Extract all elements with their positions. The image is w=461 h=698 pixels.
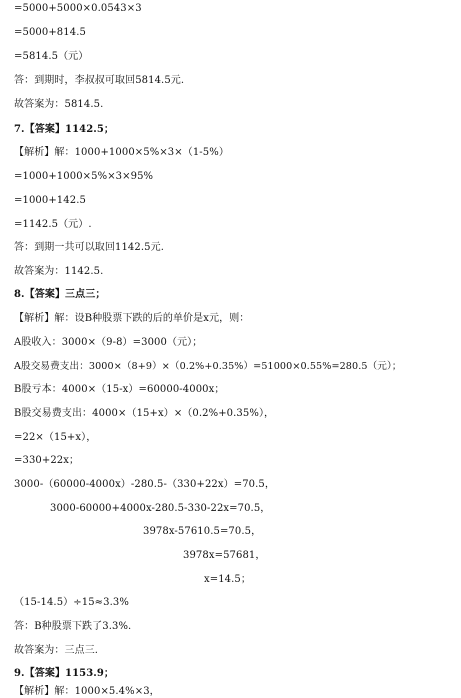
answer-sentence: 答：到期一共可以取回1142.5元. [14,242,164,253]
final-answer: 故答案为：5814.5. [14,99,104,110]
equation-line: 3978x-57610.5=70.5， [143,526,262,537]
answer-sentence: 答：到期时，李叔叔可取回5814.5元. [14,75,185,86]
final-answer: 故答案为：三点三. [14,645,99,656]
calc-line: B股亏本：4000×（15-x）=60000-4000x； [14,384,225,395]
equation-line: x=14.5； [204,574,251,585]
calc-line: =5000+5000×0.0543×3 [14,3,142,14]
equation-line: 3000-（60000-4000x）-280.5-（330+22x）=70.5， [14,479,275,490]
question-answer-heading: 7.【答案】1142.5； [14,124,115,135]
analysis-line: 【解析】解：1000×5.4%×3， [14,686,160,697]
equation-line: 3000-60000+4000x-280.5-330-22x=70.5， [50,503,271,514]
equation-line: 3978x=57681， [183,550,266,561]
question-answer-heading: 8.【答案】三点三； [14,289,106,300]
calc-line: B股交易费支出：4000×（15+x）×（0.2%+0.35%）， [14,408,275,419]
calc-line: =5000+814.5 [14,27,86,38]
question-answer-heading: 9.【答案】1153.9； [14,668,115,679]
calc-line: =1142.5（元）. [14,219,92,230]
calc-line: A股交易费支出：3000×（8+9）×（0.2%+0.35%）=51000×0.55%=280.5（元）； [14,361,402,372]
calc-line: =1000+1000×5%×3×95% [14,171,154,182]
calc-line: =22×（15+x）， [14,432,97,443]
answer-sentence: 答：B种股票下跌了3.3%. [14,621,132,632]
calc-line: =5814.5（元） [14,51,89,62]
calc-line: =330+22x； [14,455,80,466]
calc-line: （15-14.5）÷15≈3.3% [14,597,129,608]
calc-line: =1000+142.5 [14,195,86,206]
analysis-line: 【解析】解：设B种股票下跌的后的单价是x元，则： [14,313,250,324]
analysis-line: 【解析】解：1000+1000×5%×3×（1-5%） [14,147,229,158]
final-answer: 故答案为：1142.5. [14,266,104,277]
calc-line: A股收入：3000×（9-8）=3000（元）； [14,337,203,348]
